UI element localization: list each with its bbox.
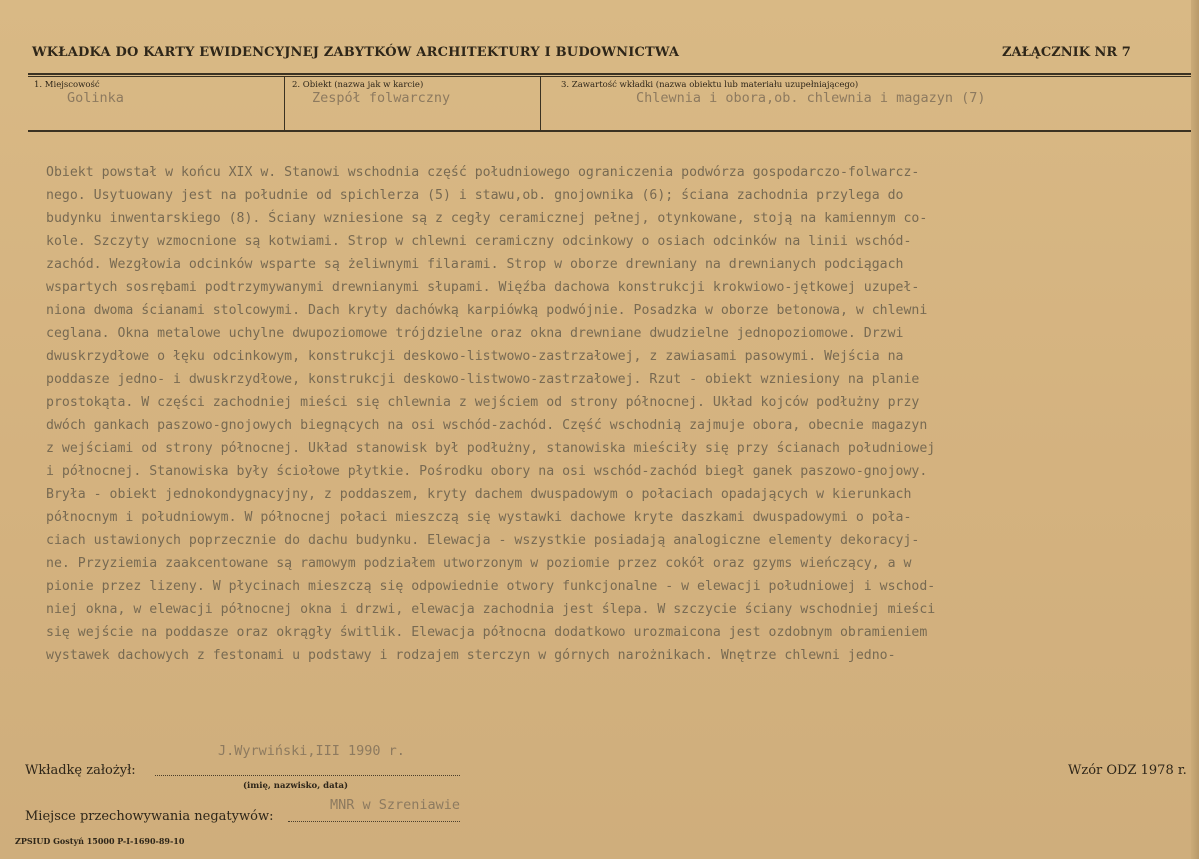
description-line: niona dwoma ścianami stolcowymi. Dach kryty dachówką karpiówką podwójnie. Posadzka w oborze betonowa, w chlewni: [46, 303, 928, 318]
description-line: dwuskrzydłowe o łęku odcinkowym, konstrukcji deskowo-listwowo-zastrzałowej, z zawiasami pasowymi. Wejścia na: [46, 349, 904, 364]
negatives-label: Miejsce przechowywania negatywów:: [25, 809, 274, 824]
description-line: ciach ustawionych poprzecznie do dachu budynku. Elewacja - wszystkie posiadają analogiczne elementy dekoracyj-: [46, 533, 920, 548]
description-line: ne. Przyziemia zaakcentowane są ramowym podziałem utworzonym w poziomie przez cokół oraz gzyms wieńczący, a w: [46, 556, 912, 571]
description-line: wspartych sosrębami podtrzymywanymi drewnianymi słupami. Więźba dachowa konstrukcji krokwiowo-jętkowej uzupeł-: [46, 280, 920, 295]
insert-content-value: Chlewnia i obora,ob. chlewnia i magazyn (7): [636, 90, 986, 106]
author-label: Wkładkę założył:: [25, 763, 136, 778]
description-line: dwóch gankach paszowo-gnojowych biegnących na osi wschód-zachód. Część wschodnią zajmuje obora, obecnie magazyn: [46, 418, 928, 433]
object-value: Zespół folwarczny: [312, 90, 451, 106]
object-label: 2. Obiekt (nazwa jak w karcie): [292, 80, 424, 90]
description-line: prostokąta. W części zachodniej mieści się chlewnia z wejściem od strony północnej. Układ kojców podłużny przy: [46, 395, 920, 410]
locality-label: 1. Miejscowość: [34, 80, 100, 90]
description-line: kole. Szczyty wzmocnione są kotwiami. Strop w chlewni ceramiczny odcinkowy o osiach odcinków na linii wschód-: [46, 234, 912, 249]
description-text: [46, 161, 1146, 667]
card-edge: [1191, 0, 1199, 859]
printer-imprint: ZPSIUD Gostyń 15000 P-I-1690-89-10: [15, 836, 185, 846]
locality-value: Golinka: [67, 90, 124, 106]
description-line: Bryła - obiekt jednokondygnacyjny, z poddaszem, kryty dachem dwuspadowym o połaciach opadających w kierunkach: [46, 487, 912, 502]
description-line: nego. Usytuowany jest na południe od spichlerza (5) i stawu,ob. gnojownika (6); ściana zachodnia przylega do: [46, 188, 904, 203]
description-line: pionie przez lizeny. W płycinach mieszczą się odpowiednie otwory funkcjonalne - w elewacji południowej i wschod-: [46, 579, 936, 594]
negatives-value: MNR w Szreniawie: [330, 797, 461, 813]
top-divider-thin: [28, 76, 1191, 77]
description-line: z wejściami od strony północnej. Układ stanowisk był podłużny, stanowiska mieściły się przy ścianach południowej: [46, 441, 936, 456]
description-line: i północnej. Stanowiska były ściołowe płytkie. Pośrodku obory na osi wschód-zachód biegł ganek paszowo-gnojowy.: [46, 464, 928, 479]
description-line: ceglana. Okna metalowe uchylne dwupoziomowe trójdzielne oraz okna drewniane dwudzielne jednopoziomowe. Drzwi: [46, 326, 904, 341]
field-separator: [540, 77, 541, 130]
description-line: budynku inwentarskiego (8). Ściany wzniesione są z cegły ceramicznej pełnej, otynkowane, stoją na kamiennym co-: [46, 211, 928, 226]
description-line: poddasze jedno- i dwuskrzydłowe, konstrukcji deskowo-listwowo-zastrzałowej. Rzut - obiekt wzniesiony na planie: [46, 372, 920, 387]
attachment-number: ZAŁĄCZNIK NR 7: [1002, 45, 1131, 60]
fields-divider: [28, 130, 1191, 132]
description-line: zachód. Wezgłowia odcinków wsparte są żeliwnymi filarami. Strop w oborze drewniany na drewnianych podciągach: [46, 257, 904, 272]
author-value: J.Wyrwiński,III 1990 r.: [218, 743, 405, 759]
description-line: Obiekt powstał w końcu XIX w. Stanowi wschodnia część południowego ograniczenia podwórza gospodarczo-folwarcz-: [46, 165, 920, 180]
field-separator: [284, 77, 285, 130]
description-line: wystawek dachowych z festonami u podstawy i rodzajem sterczyn w górnych narożnikach. Wnętrze chlewni jedno-: [46, 648, 896, 663]
author-dotted-line: [155, 775, 460, 776]
template-note: Wzór ODZ 1978 r.: [1068, 763, 1187, 778]
description-line: północnym i południowym. W północnej połaci mieszczą się wystawki dachowe kryte daszkami dwuspadowymi o poła-: [46, 510, 912, 525]
insert-content-label: 3. Zawartość wkładki (nazwa obiektu lub materiału uzupełniającego): [561, 80, 859, 90]
negatives-dotted-line: [288, 821, 460, 822]
description-line: się wejście na poddasze oraz okrągły świtlik. Elewacja północna dodatkowo urozmaicona jest ozdobnym obramieniem: [46, 625, 928, 640]
description-line: niej okna, w elewacji północnej okna i drzwi, elewacja zachodnia jest ślepa. W szczycie ściany wschodniej mieści: [46, 602, 936, 617]
top-divider: [28, 73, 1191, 75]
author-caption: (imię, nazwisko, data): [243, 781, 349, 791]
form-title: WKŁADKA DO KARTY EWIDENCYJNEJ ZABYTKÓW ARCHITEKTURY I BUDOWNICTWA: [32, 45, 680, 60]
